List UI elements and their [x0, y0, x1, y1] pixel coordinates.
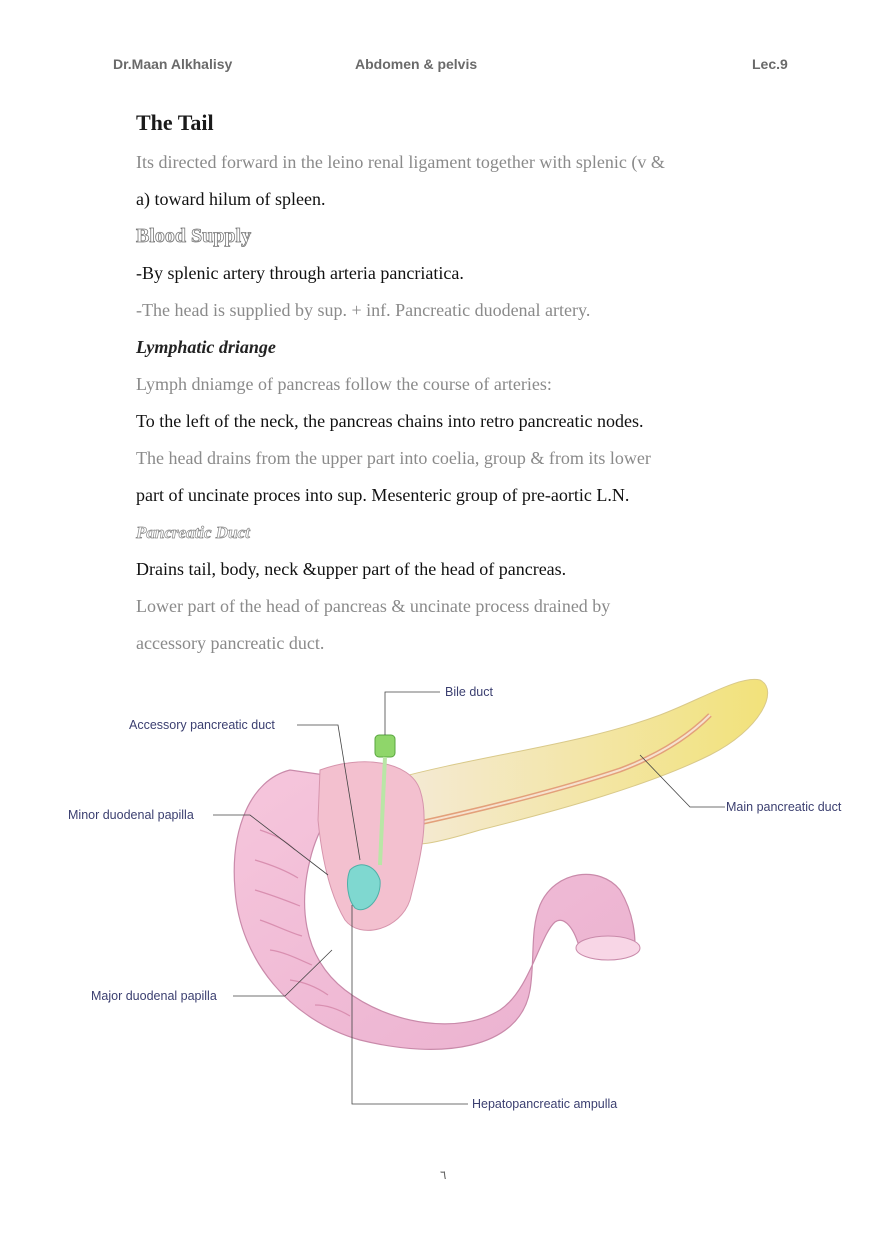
label-main-duct: Main pancreatic duct — [726, 800, 842, 814]
lymph-text-3: The head drains from the upper part into coelia, group & from its lower — [136, 448, 651, 468]
label-major-papilla: Major duodenal papilla — [91, 989, 217, 1003]
header-lecture: Lec.9 — [752, 56, 788, 72]
bile-duct-shape — [375, 735, 395, 757]
duct-text-1: Drains tail, body, neck &upper part of the head of pancreas. — [136, 559, 567, 579]
blood-text-2: -The head is supplied by sup. + inf. Pancreatic duodenal artery. — [136, 300, 591, 320]
blood-text-1: -By splenic artery through arteria pancriatica. — [136, 263, 464, 283]
pancreas-body — [390, 679, 768, 844]
page-header — [0, 56, 888, 76]
label-accessory-duct: Accessory pancreatic duct — [129, 718, 275, 732]
pancreas-illustration — [60, 660, 860, 1130]
label-bile-duct: Bile duct — [445, 685, 493, 699]
label-minor-papilla: Minor duodenal papilla — [68, 808, 194, 822]
tail-heading: The Tail — [136, 110, 214, 135]
lymph-text-2: To the left of the neck, the pancreas chains into retro pancreatic nodes. — [136, 411, 644, 431]
lymph-text-1: Lymph dniamge of pancreas follow the course of arteries: — [136, 374, 552, 394]
header-topic: Abdomen & pelvis — [355, 56, 478, 72]
pancreatic-duct-heading: Pancreatic Duct — [136, 523, 250, 542]
document-body — [136, 108, 776, 662]
tail-text-1: Its directed forward in the leino renal ligament together with splenic (v & — [136, 152, 665, 172]
duct-text-3: accessory pancreatic duct. — [136, 633, 325, 653]
lymph-text-4: part of uncinate proces into sup. Mesenteric group of pre-aortic L.N. — [136, 485, 630, 505]
header-author: Dr.Maan Alkhalisy — [113, 56, 233, 72]
duodenum-end — [576, 936, 640, 960]
label-ampulla: Hepatopancreatic ampulla — [472, 1097, 618, 1111]
duct-text-2: Lower part of the head of pancreas & uncinate process drained by — [136, 596, 611, 616]
page-number: ٦ — [440, 1168, 447, 1182]
blood-supply-heading: Blood Supply — [136, 225, 252, 247]
lymphatic-heading: Lymphatic driange — [136, 337, 276, 357]
tail-text-2: a) toward hilum of spleen. — [136, 189, 326, 209]
